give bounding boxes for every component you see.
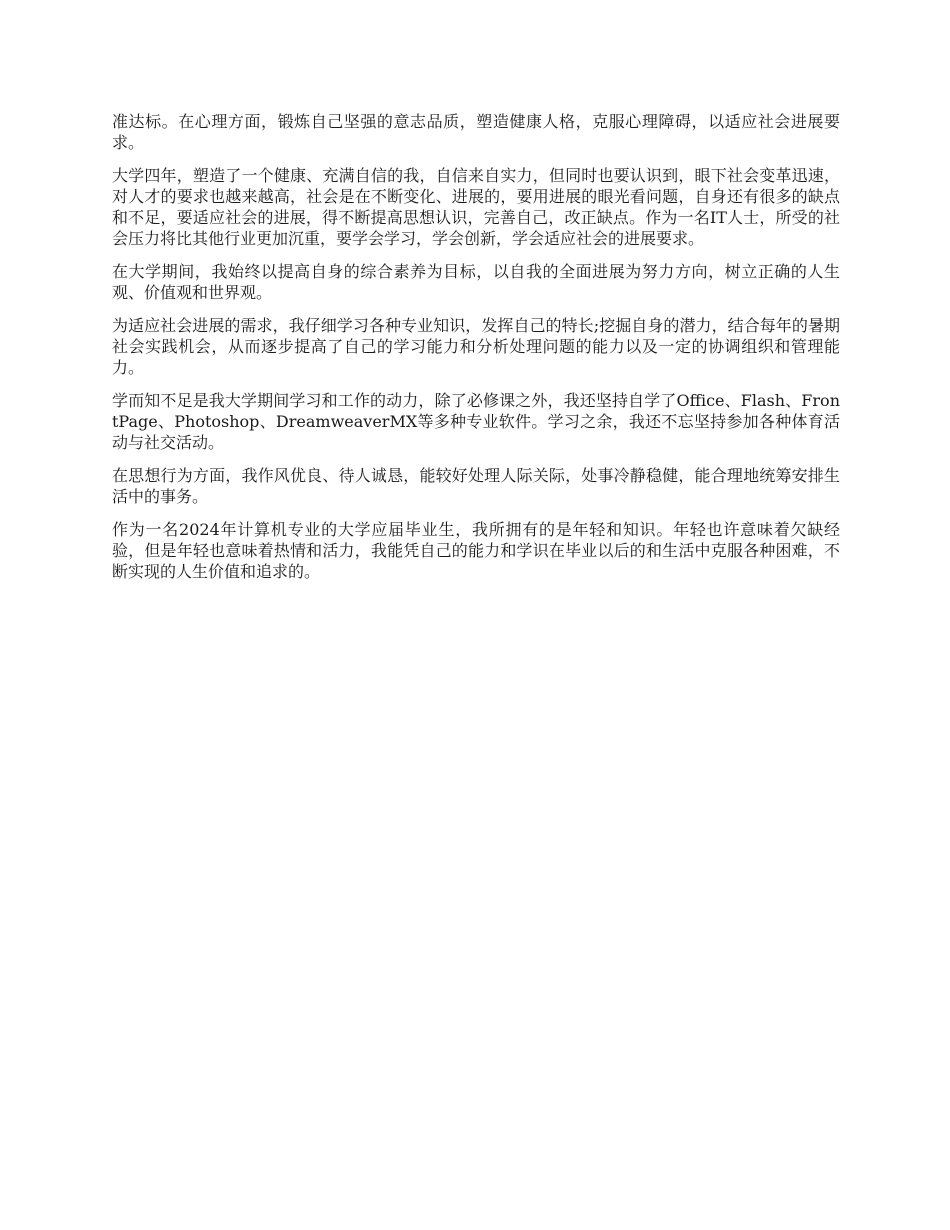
document-body: [112, 111, 840, 594]
paragraph-self-study: 学而知不足是我大学期间学习和工作的动力，除了必修课之外，我还坚持自学了Office、Flash、FrontPage、Photoshop、DreamweaverMX等多种专业软件。学习之余，我还不忘坚持参加各种体育活动与社交活动。: [112, 391, 840, 452]
paragraph-social-needs: 为适应社会进展的需求，我仔细学习各种专业知识，发挥自己的特长;挖掘自身的潜力，结合每年的暑期社会实践机会，从而逐步提高了自己的学习能力和分析处理问题的能力以及一定的协调组织和管理能力。: [112, 316, 840, 377]
paragraph-four-years: 大学四年，塑造了一个健康、充满自信的我，自信来自实力，但同时也要认识到，眼下社会变革迅速，对人才的要求也越来越高，社会是在不断变化、进展的，要用进展的眼光看问题，自身还有很多的缺点和不足，要适应社会的进展，得不断提高思想认识，完善自己，改正缺点。作为一名IT人士，所受的社会压力将比其他行业更加沉重，要学会学习，学会创新，学会适应社会的进展要求。: [112, 166, 840, 248]
paragraph-university-period: 在大学期间，我始终以提高自身的综合素养为目标，以自我的全面进展为努力方向，树立正确的人生观、价值观和世界观。: [112, 262, 840, 302]
paragraph-conduct: 在思想行为方面，我作风优良、待人诚恳，能较好处理人际关际，处事冷静稳健，能合理地统筹安排生活中的事务。: [112, 466, 840, 506]
paragraph-psychology: 准达标。在心理方面，锻炼自己坚强的意志品质，塑造健康人格，克服心理障碍，以适应社会进展要求。: [112, 112, 840, 152]
paragraph-graduate: 作为一名2024年计算机专业的大学应届毕业生，我所拥有的是年轻和知识。年轻也许意味着欠缺经验，但是年轻也意味着热情和活力，我能凭自己的能力和学识在毕业以后的和生活中克服各种困难，不断实现的人生价值和追求的。: [112, 520, 840, 581]
